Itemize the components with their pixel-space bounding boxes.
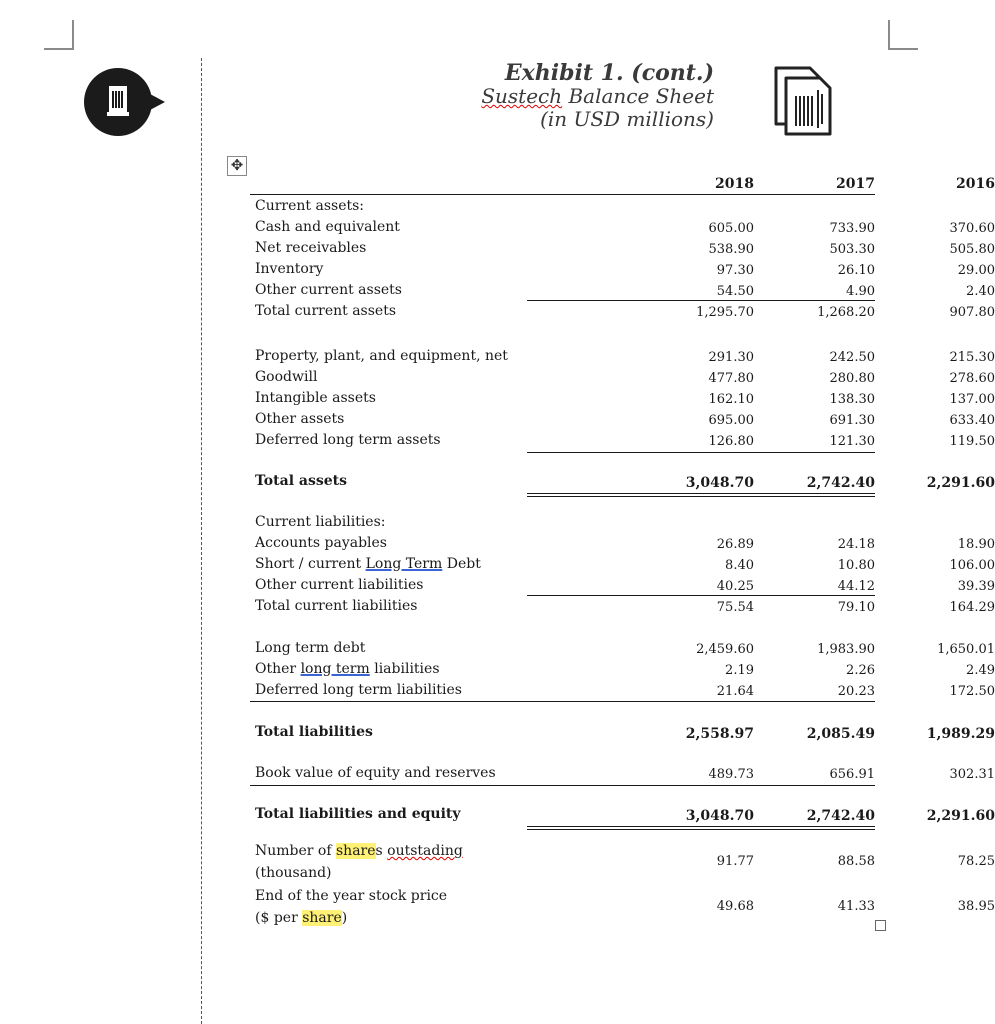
table-row: Deferred long term liabilities 21.64 20.23 172.50: [250, 680, 875, 701]
table-row: Deferred long term assets 126.80 121.30 119.50: [250, 430, 875, 451]
table-row-total-current-liabilities: Total current liabilities 75.54 79.10 164.29: [255, 598, 995, 615]
table-row-total-assets: Total assets 3,048.70 2,742.40 2,291.60: [250, 471, 875, 492]
move-handle-icon[interactable]: ✥: [227, 156, 247, 176]
grammar-flag-long-term[interactable]: Long Term: [365, 556, 443, 572]
section-header-current-assets: Current assets:: [255, 198, 365, 214]
document-comment-bubble[interactable]: [84, 68, 152, 136]
table-row-equity: Book value of equity and reserves 489.73 656.91 302.31: [250, 763, 875, 784]
table-row-total-current-assets: Total current assets 1,295.70 1,268.20 907.80: [255, 303, 995, 320]
margin-guide-line: [201, 58, 202, 1024]
table-row: Accounts payables 26.89 24.18 18.90: [255, 535, 995, 552]
balance-sheet-table: [250, 170, 995, 932]
resize-handle-icon[interactable]: [875, 920, 886, 931]
crop-mark-top-right: [888, 20, 918, 50]
table-row-total-liabilities-and-equity: Total liabilities and equity 3,048.70 2,742.40 2,291.60: [250, 804, 875, 825]
exhibit-title: [430, 62, 714, 131]
table-row: Cash and equivalent 605.00 733.90 370.60: [255, 219, 995, 236]
table-row: Intangible assets 162.10 138.30 137.00: [255, 390, 995, 407]
title-line-3: (in USD millions): [540, 107, 714, 131]
col-header-2017: 2017: [836, 176, 875, 192]
table-row-stock-price: End of the year stock price ($ per share) 49.68 41.33 38.95: [255, 888, 995, 926]
table-row: Other current liabilities 40.25 44.12 39.39: [255, 577, 995, 594]
table-row: Long term debt 2,459.60 1,983.90 1,650.01: [255, 640, 995, 657]
search-highlight: share: [302, 910, 342, 926]
col-header-2018: 2018: [715, 176, 754, 192]
search-highlight: share: [336, 843, 376, 859]
table-row: Goodwill 477.80 280.80 278.60: [255, 369, 995, 386]
table-row: Inventory 97.30 26.10 29.00: [255, 261, 995, 278]
table-row-shares-outstanding: Number of shares outstading (thousand) 91.77 88.58 78.25: [255, 843, 995, 881]
table-row: Net receivables 538.90 503.30 505.80: [255, 240, 995, 257]
table-row-total-liabilities: Total liabilities 2,558.97 2,085.49 1,989.29: [255, 724, 995, 742]
copy-document-icon[interactable]: [770, 58, 834, 138]
table-row: Other assets 695.00 691.30 633.40: [255, 411, 995, 428]
section-header-current-liabilities: Current liabilities:: [255, 514, 386, 530]
grammar-flag-long-term[interactable]: long term: [300, 661, 370, 677]
table-row: Short / current Long Term Debt 8.40 10.80 106.00: [255, 556, 995, 573]
document-scroll-icon: [107, 85, 129, 117]
table-row: Property, plant, and equipment, net 291.30 242.50 215.30: [255, 348, 995, 365]
company-name[interactable]: Sustech: [481, 84, 563, 108]
table-row: Other current assets 54.50 4.90 2.40: [255, 282, 995, 299]
col-header-2016: 2016: [956, 176, 995, 192]
spelling-error-flag[interactable]: outstading: [387, 843, 463, 859]
crop-mark-top-left: [44, 20, 74, 50]
title-line-2: Sustech Balance Sheet: [481, 84, 714, 108]
title-line-1: Exhibit 1. (cont.): [504, 60, 714, 86]
header-row: [250, 170, 995, 194]
table-row: Other long term liabilities 2.19 2.26 2.49: [255, 661, 995, 678]
